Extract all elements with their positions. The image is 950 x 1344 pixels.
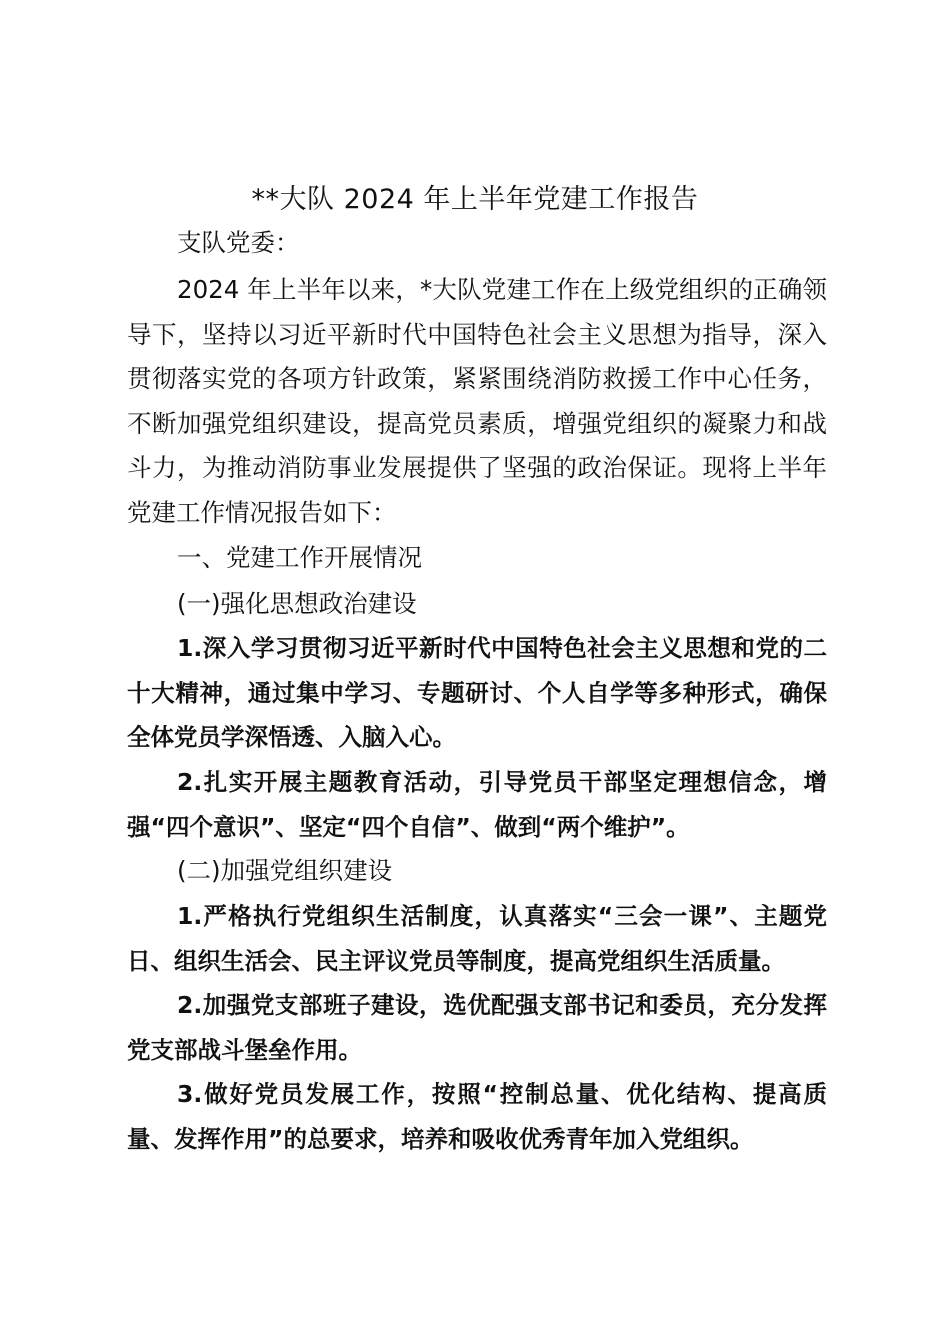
document-title: **大队 2024 年上半年党建工作报告 [251, 184, 699, 215]
list-item: 2.扎实开展主题教育活动，引导党员干部坚定理想信念，增强“四个意识”、坚定“四个自信”、做到“两个维护”。 [127, 768, 827, 841]
list-item: 2.加强党支部班子建设，选优配强支部书记和委员，充分发挥党支部战斗堡垒作用。 [127, 991, 827, 1064]
subsection-heading: (二)加强党组织建设 [177, 856, 393, 885]
subsection-heading: (一)强化思想政治建设 [177, 589, 417, 618]
list-item: 3.做好党员发展工作，按照“控制总量、优化结构、提高质量、发挥作用”的总要求，培养和吸收优秀青年加入党组织。 [127, 1080, 827, 1153]
list-item: 1.深入学习贯彻习近平新时代中国特色社会主义思想和党的二十大精神，通过集中学习、专题研讨、个人自学等多种形式，确保全体党员学深悟透、入脑入心。 [127, 634, 827, 751]
intro-paragraph: 2024 年上半年以来，*大队党建工作在上级党组织的正确领导下，坚持以习近平新时代中国特色社会主义思想为指导，深入贯彻落实党的各项方针政策，紧紧围绕消防救援工作中心任务，不断加强党组织建设，提高党员素质，增强党组织的凝聚力和战斗力，为推动消防事业发展提供了坚强的政治保证。现将上半年党建工作情况报告如下： [127, 275, 827, 527]
section-heading: 一、党建工作开展情况 [177, 543, 422, 572]
salutation: 支队党委： [177, 228, 300, 257]
list-item: 1.严格执行党组织生活制度，认真落实“三会一课”、主题党日、组织生活会、民主评议党员等制度，提高党组织生活质量。 [127, 902, 827, 975]
